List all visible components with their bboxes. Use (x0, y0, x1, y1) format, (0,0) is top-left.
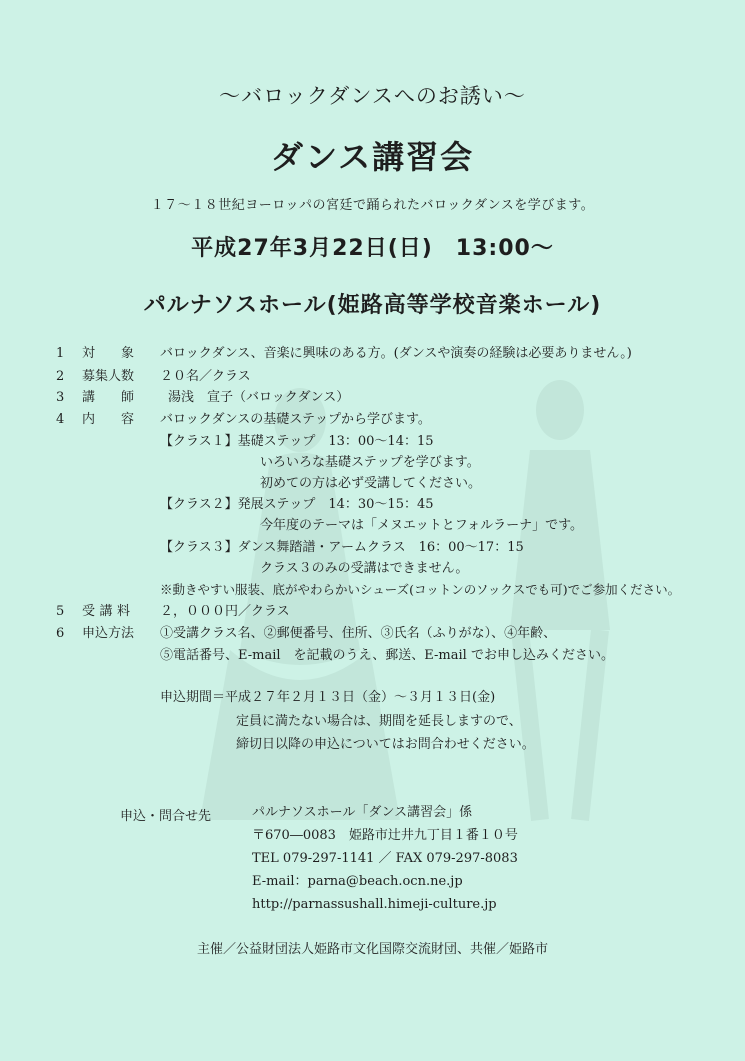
item-number: 2 (56, 369, 65, 384)
item-text: ①受講クラス名、②郵便番号、住所、③氏名（ふりがな）、④年齢、 (160, 626, 557, 641)
contact-url: http://parnassushall.himeji-culture.jp (252, 897, 497, 912)
item-number: 3 (56, 390, 65, 405)
item-text: ２，０００円／クラス (160, 604, 290, 619)
intro-text: １７～１８世紀ヨーロッパの宮廷で踊られたバロックダンスを学びます。 (150, 198, 595, 213)
item-number: 5 (56, 604, 65, 619)
class-3-heading: 【クラス３】ダンス舞踏譜・アームクラス 16：00～17：15 (160, 540, 524, 555)
item-label: 対 象 (82, 346, 135, 361)
contact-org: パルナソスホール「ダンス講習会」係 (252, 805, 473, 820)
subtitle: ～バロックダンスへのお誘い～ (219, 84, 526, 108)
event-venue: パルナソスホール(姫路高等学校音楽ホール) (143, 293, 602, 318)
item-text: バロックダンス、音楽に興味のある方。(ダンスや演奏の経験は必要ありません。) (160, 346, 632, 361)
class-3-desc: クラス３のみの受講はできません。 (260, 561, 469, 576)
item-number: 1 (56, 346, 65, 361)
event-date: 平成27年3月22日(日) 13:00～ (191, 236, 554, 261)
item-text: 湯浅 宣子（バロックダンス） (168, 390, 350, 405)
item-label: 受講料 (82, 604, 130, 619)
class-1-desc: 初めての方は必ず受講してください。 (260, 476, 482, 491)
class-1-heading: 【クラス１】基礎ステップ 13：00～14：15 (160, 434, 434, 449)
item-text: バロックダンスの基礎ステップから学びます。 (160, 412, 431, 427)
item-number: 6 (56, 626, 65, 641)
period-note: 定員に満たない場合は、期間を延長しますので、 (236, 714, 522, 729)
item-label: 講 師 (82, 390, 135, 405)
item-number: 4 (56, 412, 65, 427)
application-period: 申込期間＝平成２７年２月１３日（金）～３月１３日(金) (160, 690, 496, 705)
period-note: 締切日以降の申込についてはお問合わせください。 (236, 737, 535, 752)
page-title: ダンス講習会 (270, 138, 475, 176)
apply-method-cont: ⑤電話番号、E-mail を記載のうえ、郵送、E-mail でお申し込みください。 (160, 648, 614, 663)
class-2-heading: 【クラス２】発展ステップ 14：30～15：45 (160, 497, 434, 512)
class-2-desc: 今年度のテーマは「メヌエットとフォルラーナ」です。 (260, 518, 584, 533)
contact-phone: TEL 079-297-1141 ／ FAX 079-297-8083 (252, 851, 518, 866)
contact-label: 申込・問合せ先 (120, 809, 212, 824)
item-text: ２０名／クラス (160, 369, 251, 384)
attire-note: ※動きやすい服装、底がやわらかいシューズ(コットンのソックスでも可)でご参加ください。 (160, 582, 681, 597)
item-label: 募集人数 (82, 369, 135, 384)
contact-email: E-mail：parna@beach.ocn.ne.jp (252, 874, 463, 889)
item-label: 申込方法 (82, 626, 135, 641)
contact-address: 〒670―0083 姫路市辻井九丁目１番１０号 (252, 828, 518, 843)
item-label: 内 容 (82, 412, 135, 427)
organizer-footer: 主催／公益財団法人姫路市文化国際交流財団、共催／姫路市 (196, 942, 548, 957)
class-1-desc: いろいろな基礎ステップを学びます。 (260, 455, 480, 470)
